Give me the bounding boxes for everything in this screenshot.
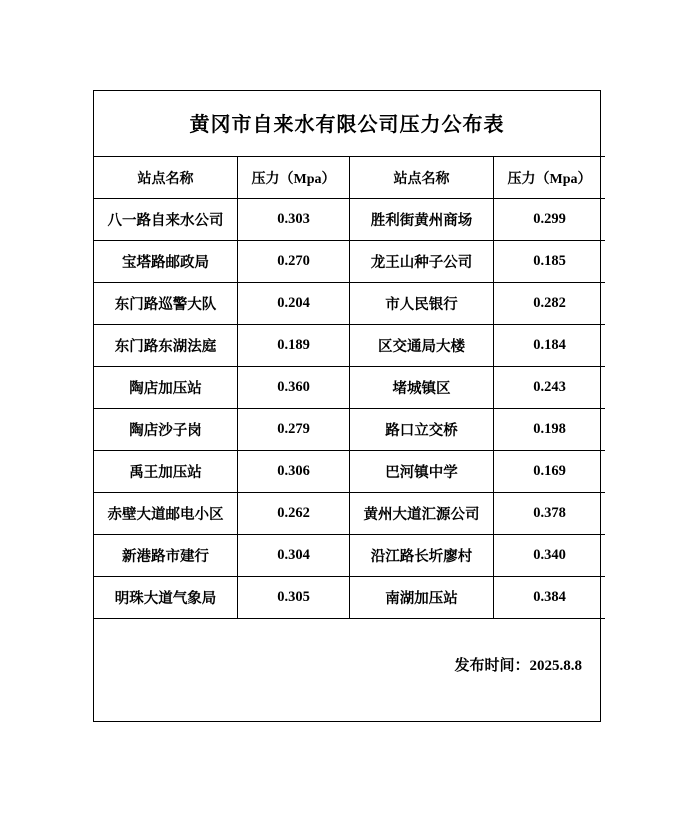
pressure-value: 0.169: [494, 451, 606, 493]
table-row: [94, 451, 605, 493]
table-row: [94, 325, 605, 367]
pressure-value: 0.378: [494, 493, 606, 535]
column-header-station-2: 站点名称: [350, 157, 494, 199]
station-name: 南湖加压站: [350, 577, 494, 619]
pressure-value: 0.360: [238, 367, 350, 409]
station-name: 赤壁大道邮电小区: [94, 493, 238, 535]
table-row: [94, 241, 605, 283]
pressure-value: 0.305: [238, 577, 350, 619]
pressure-value: 0.270: [238, 241, 350, 283]
station-name: 八一路自来水公司: [94, 199, 238, 241]
station-name: 沿江路长圻廖村: [350, 535, 494, 577]
table-row: [94, 535, 605, 577]
station-name: 堵城镇区: [350, 367, 494, 409]
pressure-value: 0.189: [238, 325, 350, 367]
station-name: 巴河镇中学: [350, 451, 494, 493]
table-row: [94, 493, 605, 535]
column-header-pressure-1: 压力（Mpa）: [238, 157, 350, 199]
station-name: 区交通局大楼: [350, 325, 494, 367]
pressure-value: 0.204: [238, 283, 350, 325]
station-name: 胜利街黄州商场: [350, 199, 494, 241]
column-header-station-1: 站点名称: [94, 157, 238, 199]
pressure-table: [94, 156, 605, 619]
table-header-row: [94, 157, 605, 199]
pressure-value: 0.198: [494, 409, 606, 451]
station-name: 宝塔路邮政局: [94, 241, 238, 283]
station-name: 明珠大道气象局: [94, 577, 238, 619]
station-name: 禹王加压站: [94, 451, 238, 493]
station-name: 东门路东湖法庭: [94, 325, 238, 367]
table-row: [94, 367, 605, 409]
pressure-value: 0.304: [238, 535, 350, 577]
pressure-value: 0.303: [238, 199, 350, 241]
table-body: [94, 157, 605, 619]
document-frame: [93, 90, 601, 722]
station-name: 陶店加压站: [94, 367, 238, 409]
pressure-value: 0.262: [238, 493, 350, 535]
column-header-pressure-2: 压力（Mpa）: [494, 157, 606, 199]
station-name: 东门路巡警大队: [94, 283, 238, 325]
station-name: 新港路市建行: [94, 535, 238, 577]
page-title: 黄冈市自来水有限公司压力公布表: [189, 114, 505, 136]
pressure-value: 0.279: [238, 409, 350, 451]
pressure-value: 0.282: [494, 283, 606, 325]
station-name: 陶店沙子岗: [94, 409, 238, 451]
station-name: 黄州大道汇源公司: [350, 493, 494, 535]
table-row: [94, 283, 605, 325]
table-row: [94, 409, 605, 451]
station-name: 龙王山种子公司: [350, 241, 494, 283]
pressure-value: 0.384: [494, 577, 606, 619]
pressure-value: 0.243: [494, 367, 606, 409]
station-name: 路口立交桥: [350, 409, 494, 451]
footer-area: [94, 619, 600, 697]
pressure-value: 0.299: [494, 199, 606, 241]
pressure-value: 0.185: [494, 241, 606, 283]
publish-time: 发布时间：2025.8.8: [454, 658, 582, 674]
pressure-value: 0.306: [238, 451, 350, 493]
pressure-value: 0.184: [494, 325, 606, 367]
table-row: [94, 199, 605, 241]
pressure-value: 0.340: [494, 535, 606, 577]
station-name: 市人民银行: [350, 283, 494, 325]
table-row: [94, 577, 605, 619]
